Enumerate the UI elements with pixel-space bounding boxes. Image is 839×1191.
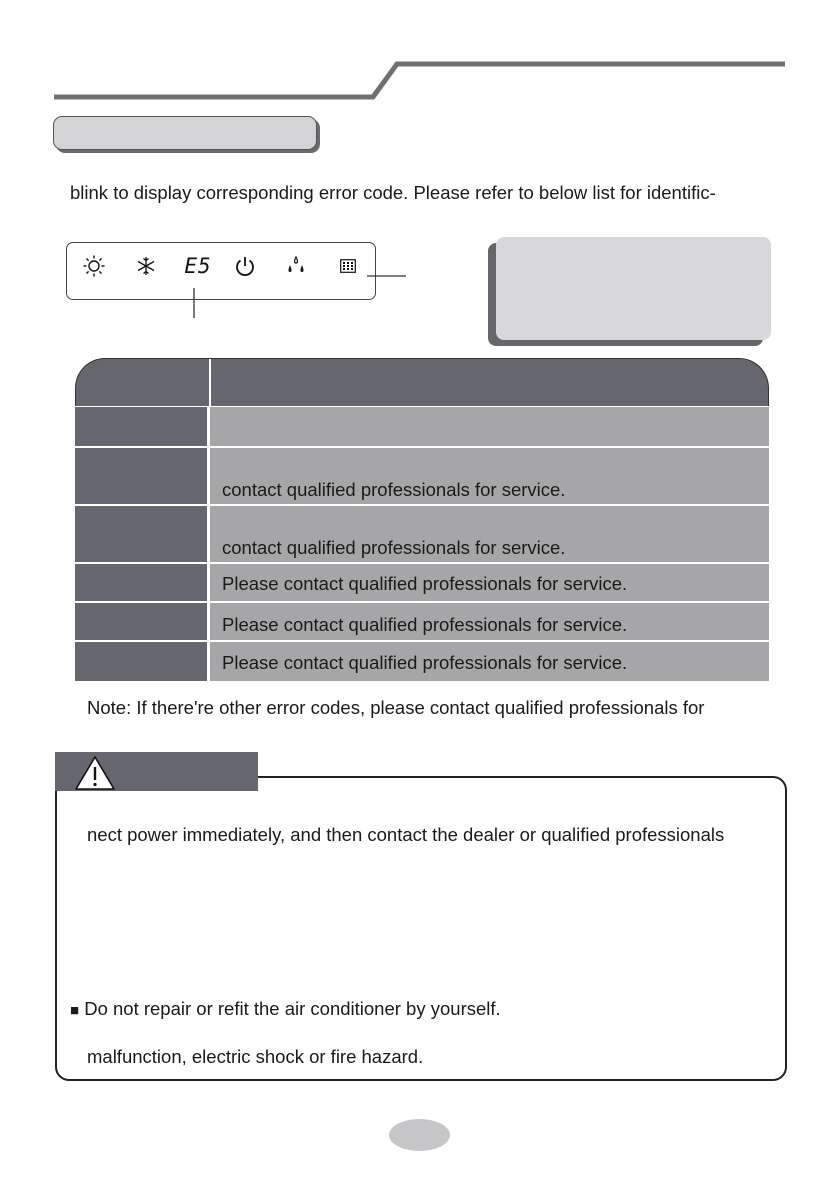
description-cell [210,407,769,446]
note-text: Note: If there're other error codes, please contact qualified professionals for [87,697,705,718]
header-rule [0,0,839,110]
table-row [75,564,769,601]
table-row [75,407,769,446]
row-description: Please contact qualified professionals for service. [222,652,628,673]
table-row [75,448,769,504]
error-code-table [75,358,769,681]
error-code-cell [75,642,207,681]
warning-line-1: nect power immediately, and then contact the dealer or qualified professionals [87,824,725,845]
warning-line-2 [70,998,501,1020]
row-description: Please contact qualified professionals for service. [222,614,628,635]
section-title-pill [53,116,317,150]
error-code-display: E5 [184,254,212,278]
bullet-icon: ■ [70,1002,80,1019]
row-description: contact qualified professionals for service. [222,537,566,558]
table-header [75,358,769,406]
table-row [75,603,769,640]
error-code-cell [75,564,207,601]
row-description: contact qualified professionals for service. [222,479,566,500]
callout-box [496,237,771,340]
error-code-cell [75,603,207,640]
intro-text: blink to display corresponding error code. Please refer to below list for identific- [70,182,716,203]
error-code-cell [75,407,207,446]
warning-icon [74,755,116,791]
error-code-cell [75,506,207,562]
sun-icon [81,251,107,281]
warning-line-3: malfunction, electric shock or fire hazard. [87,1046,424,1067]
warning-box [55,776,787,1081]
row-description: Please contact qualified professionals for service. [222,573,628,594]
table-row [75,506,769,562]
table-row [75,642,769,681]
error-code-cell [75,448,207,504]
warning-line-2-text: Do not repair or refit the air conditioner by yourself. [84,998,501,1019]
leader-lines [180,270,410,320]
page-number-oval [389,1119,450,1151]
snowflake-icon [133,251,159,281]
